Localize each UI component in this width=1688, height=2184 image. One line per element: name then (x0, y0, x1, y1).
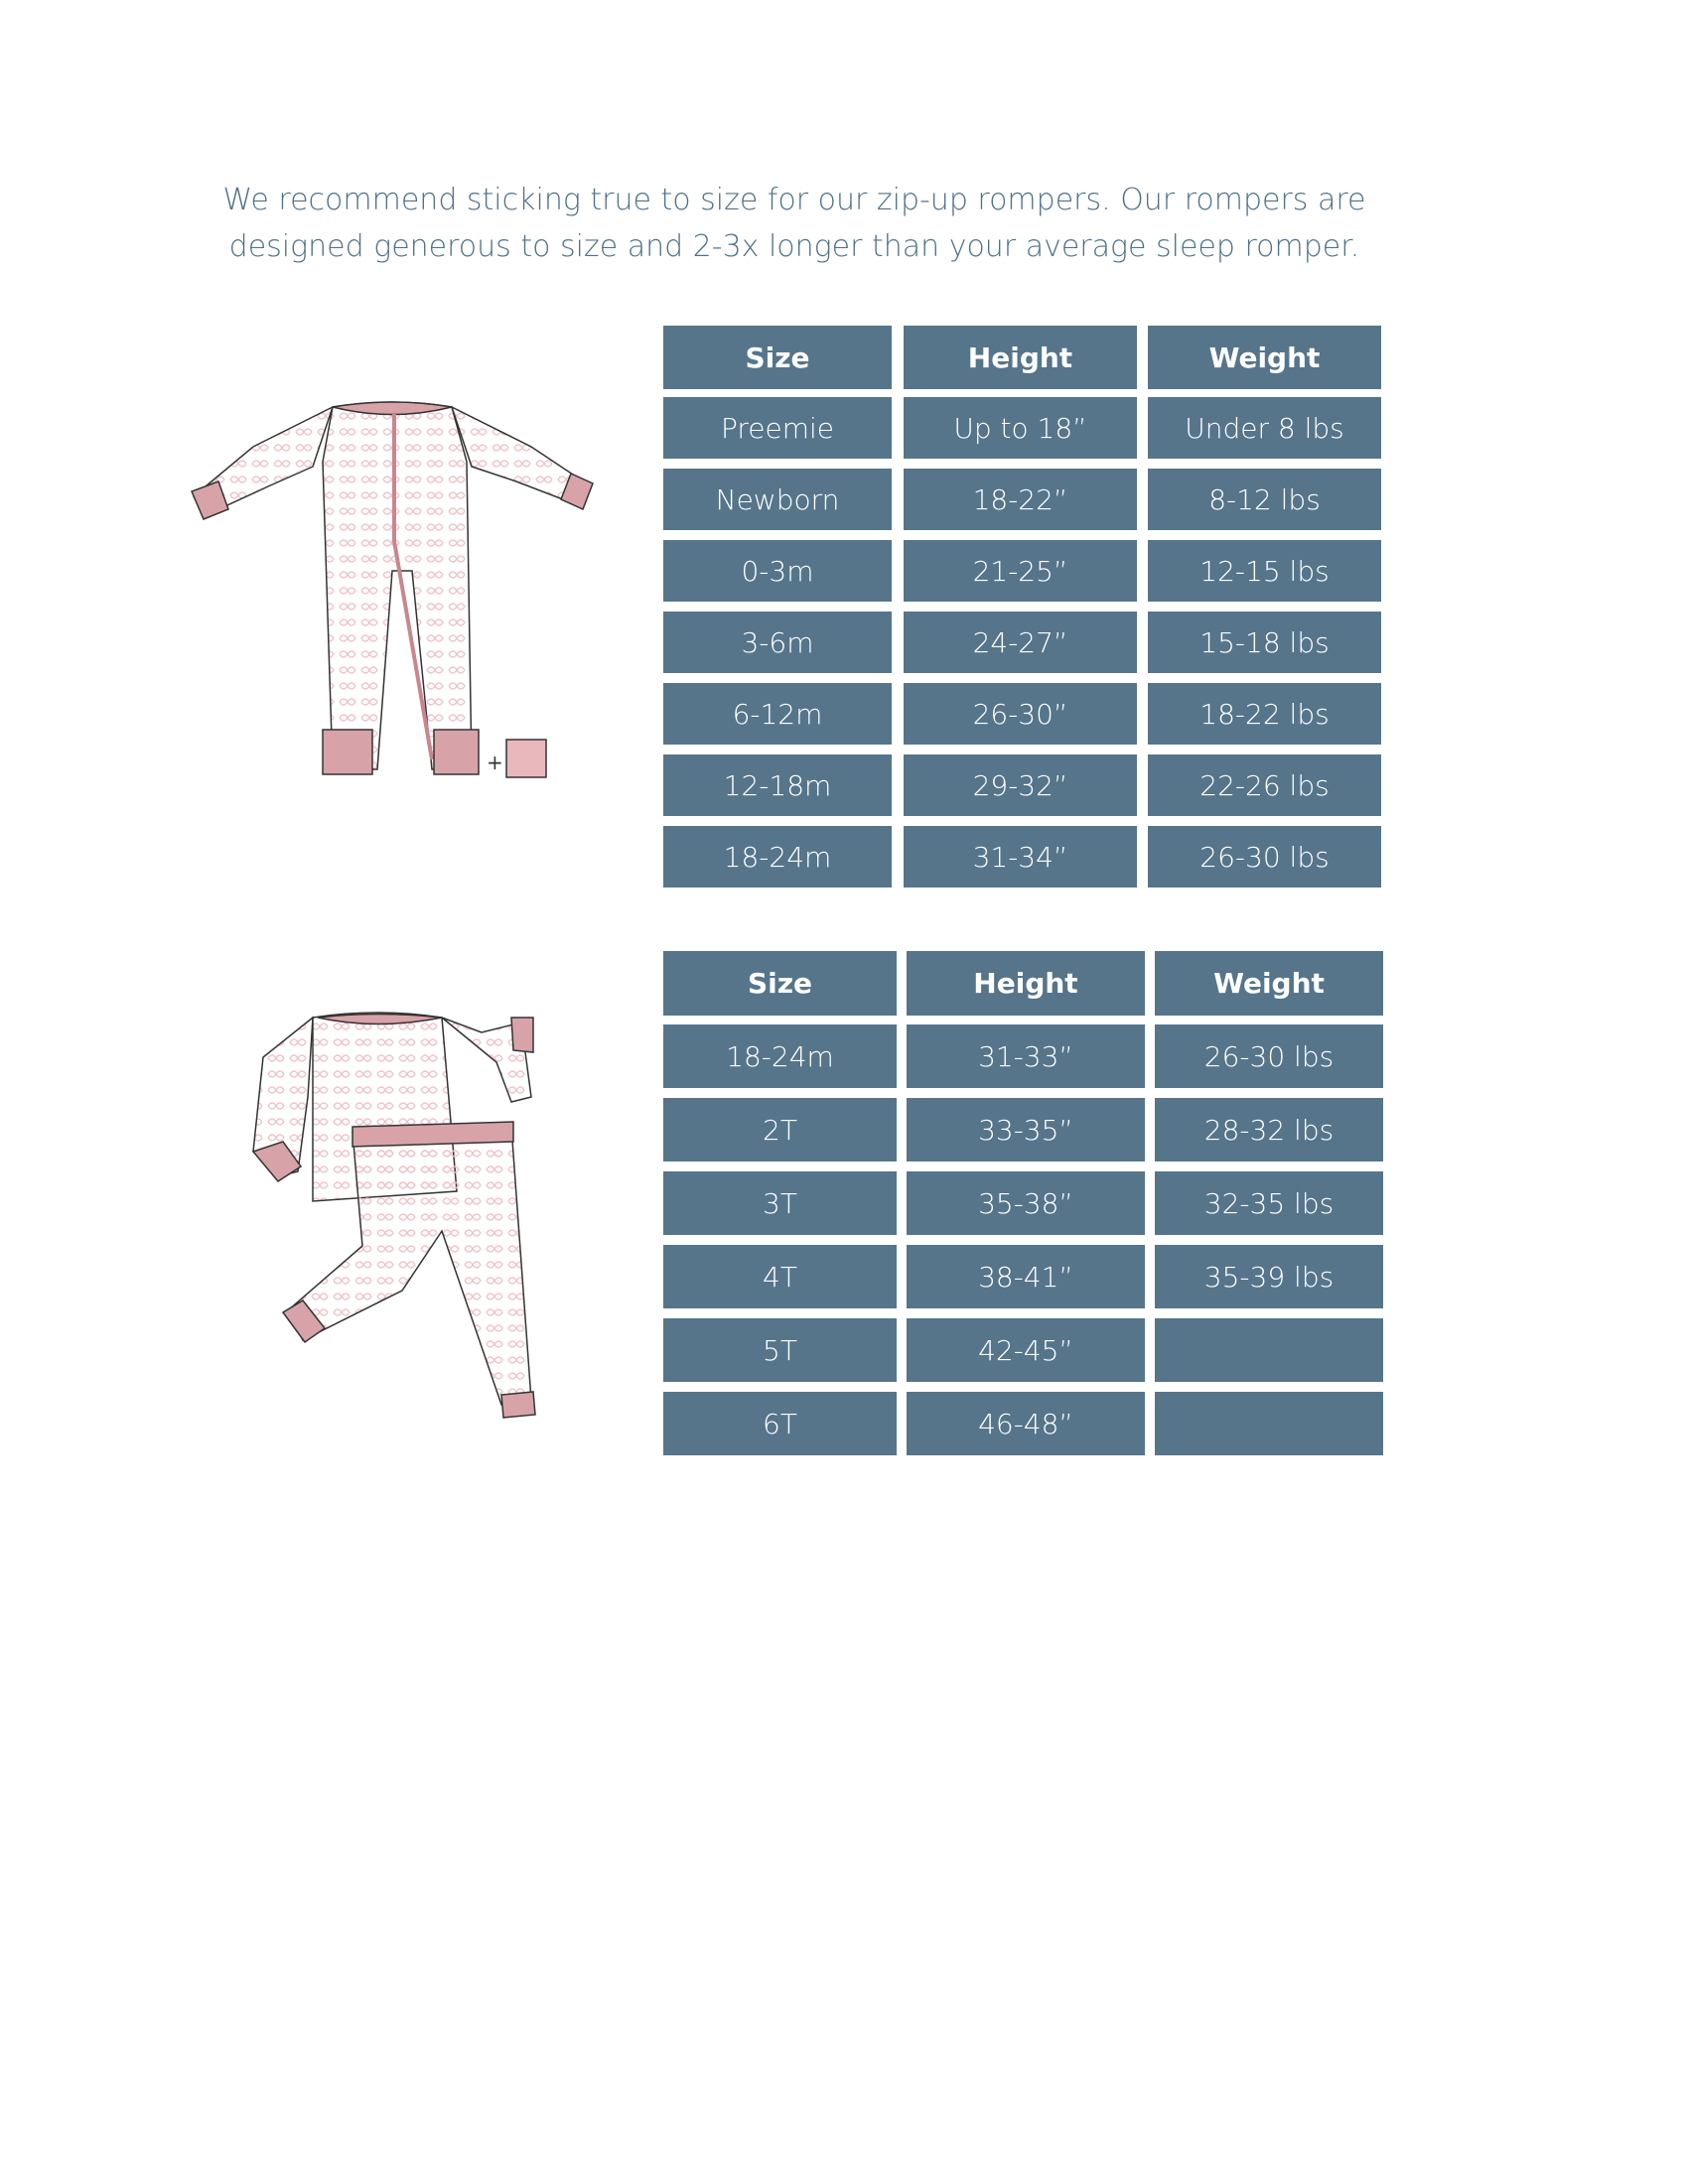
cell-height: 21-25” (904, 540, 1137, 602)
cell-size: 12-18m (663, 754, 892, 816)
cell-height: 29-32” (904, 754, 1137, 816)
header-height: Height (904, 326, 1137, 389)
cell-height: 33-35” (907, 1098, 1145, 1161)
cell-weight (1155, 1392, 1383, 1455)
cell-size: 6T (663, 1392, 897, 1455)
cell-height: Up to 18” (904, 397, 1137, 459)
intro-line-1: We recommend sticking true to size for our zip-up rompers. Our rompers are (222, 183, 1366, 217)
two-piece-pajama-illustration (243, 1003, 561, 1430)
cell-size: 0-3m (663, 540, 892, 602)
cell-height: 42-45” (907, 1318, 1145, 1382)
cell-height: 24-27” (904, 612, 1137, 673)
cell-size: 3T (663, 1171, 897, 1235)
cell-weight: Under 8 lbs (1148, 397, 1381, 459)
cell-height: 46-48” (907, 1392, 1145, 1455)
intro-text (189, 177, 1400, 270)
addon-plus: + (487, 751, 503, 774)
cell-height: 38-41” (907, 1245, 1145, 1308)
cell-size: 2T (663, 1098, 897, 1161)
cell-size: Newborn (663, 469, 892, 530)
cell-size: 18-24m (663, 826, 892, 887)
cell-weight: 26-30 lbs (1148, 826, 1381, 887)
header-weight: Weight (1148, 326, 1381, 389)
cell-weight: 32-35 lbs (1155, 1171, 1383, 1235)
header-weight: Weight (1155, 951, 1383, 1016)
zip-romper-illustration (184, 392, 631, 829)
cell-weight: 15-18 lbs (1148, 612, 1381, 673)
intro-line-2: designed generous to size and 2-3x longer than your average sleep romper. (228, 229, 1360, 264)
header-height: Height (907, 951, 1145, 1016)
header-size: Size (663, 326, 892, 389)
cell-size: 18-24m (663, 1024, 897, 1088)
cell-weight: 26-30 lbs (1155, 1024, 1383, 1088)
cell-weight: 18-22 lbs (1148, 683, 1381, 745)
cell-height: 31-33” (907, 1024, 1145, 1088)
cell-weight (1155, 1318, 1383, 1382)
cell-size: 6-12m (663, 683, 892, 745)
cell-height: 35-38” (907, 1171, 1145, 1235)
cell-weight: 28-32 lbs (1155, 1098, 1383, 1161)
cell-weight: 12-15 lbs (1148, 540, 1381, 602)
cell-weight: 22-26 lbs (1148, 754, 1381, 816)
header-size: Size (663, 951, 897, 1016)
cell-size: 3-6m (663, 612, 892, 673)
cell-height: 31-34” (904, 826, 1137, 887)
cell-height: 26-30” (904, 683, 1137, 745)
cell-weight: 35-39 lbs (1155, 1245, 1383, 1308)
cell-size: 4T (663, 1245, 897, 1308)
cell-size: Preemie (663, 397, 892, 459)
cell-height: 18-22” (904, 469, 1137, 530)
cell-size: 5T (663, 1318, 897, 1382)
cell-weight: 8-12 lbs (1148, 469, 1381, 530)
